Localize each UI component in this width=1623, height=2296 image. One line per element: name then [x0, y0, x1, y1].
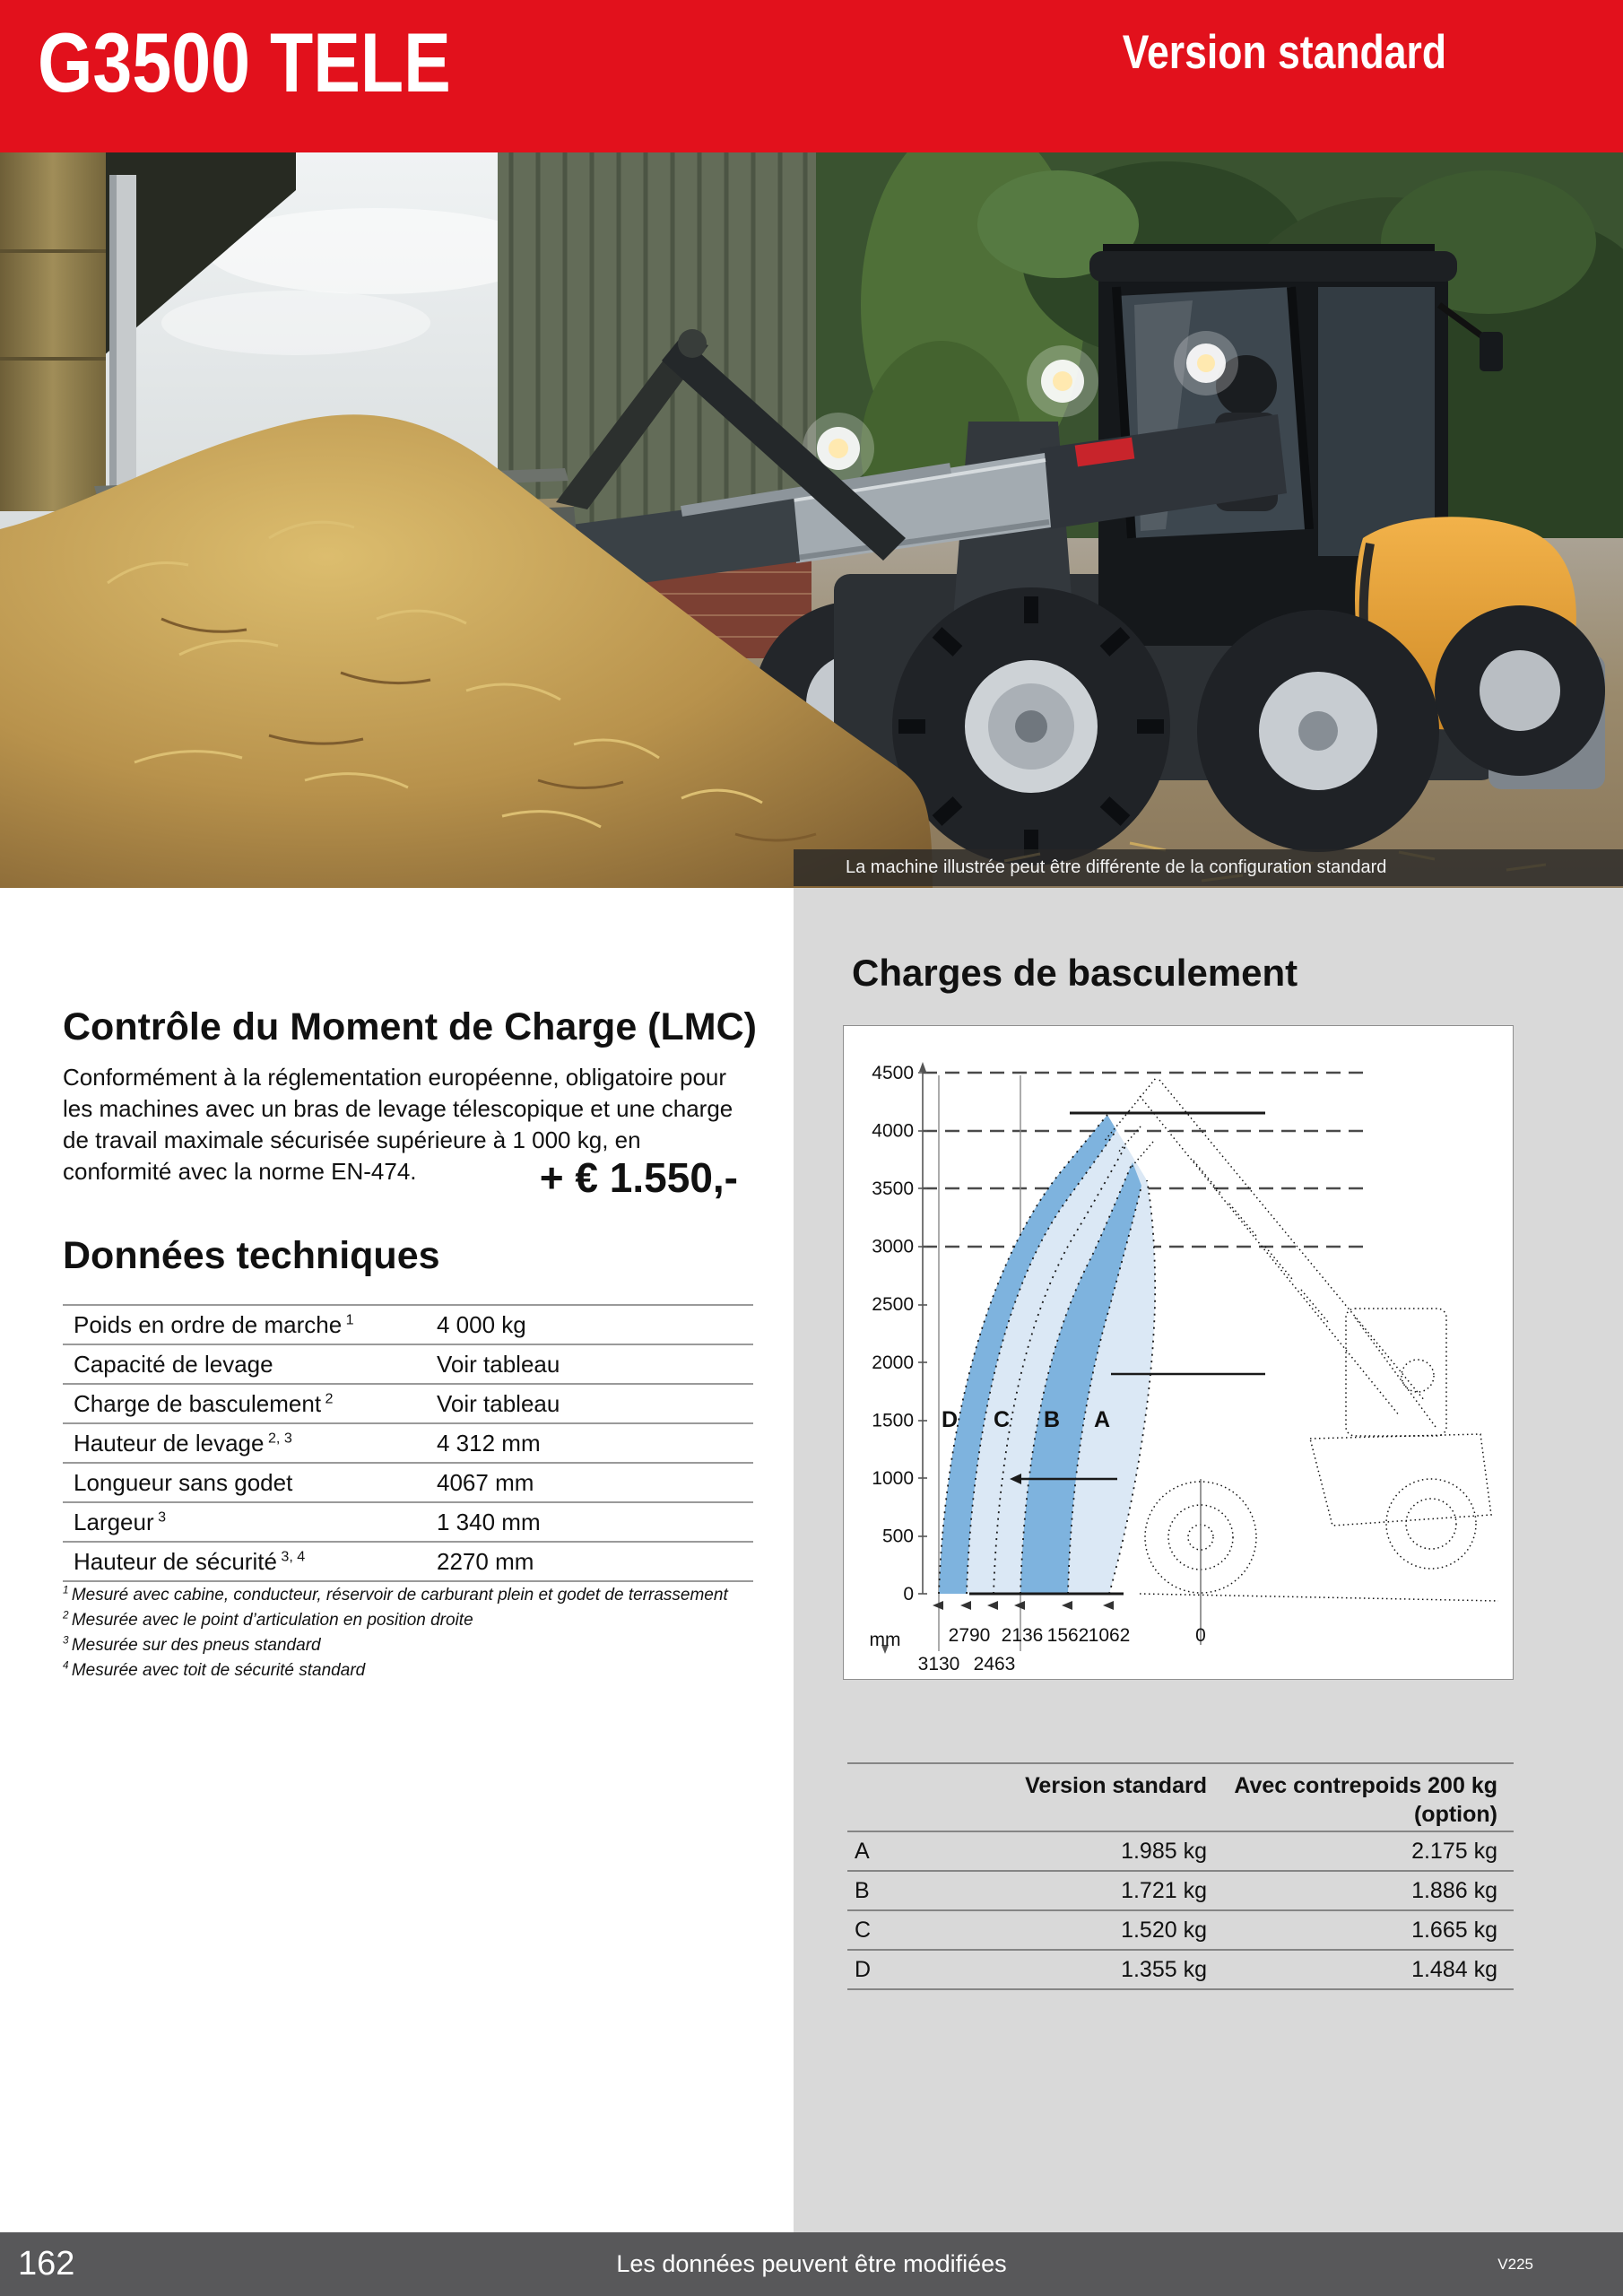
chart-label: 3500: [872, 1178, 914, 1200]
chart-label: 2790: [948, 1625, 991, 1646]
page-title: G3500 TELE: [38, 15, 451, 109]
chart-label: 1000: [872, 1467, 914, 1489]
tech-row: [63, 1541, 753, 1582]
tech-value: 4 000 kg: [437, 1311, 526, 1338]
silo: [0, 152, 136, 511]
footnote: $^2$ Mesurée avec le point d’articulation en position droite: [63, 1609, 473, 1630]
page-footer: [0, 2232, 1623, 2296]
chart-label: 2500: [872, 1294, 914, 1316]
tech-value: 4067 mm: [437, 1469, 534, 1496]
chart-label: 2000: [872, 1352, 914, 1373]
tipping-load-diagram: [843, 1025, 1514, 1680]
chart-label: mm: [869, 1630, 901, 1650]
tech-value: Voir tableau: [437, 1351, 560, 1378]
tech-label: Poids en ordre de marche $^1$: [74, 1311, 354, 1338]
chart-label: 2136: [1001, 1625, 1044, 1646]
wheel-front-left: [892, 587, 1170, 865]
footnote: $^4$ Mesurée avec toit de sécurité standard: [63, 1659, 366, 1680]
tech-table: [63, 1304, 753, 1582]
footer-version: V225: [1497, 2256, 1533, 2273]
tech-value: 1 340 mm: [437, 1509, 541, 1535]
machine-sketch: [1104, 1078, 1498, 1601]
chart-label: A: [1093, 1407, 1111, 1432]
chart-label: 1062: [1088, 1625, 1131, 1646]
page-header: [0, 0, 1623, 152]
load-envelope: [939, 1115, 1155, 1594]
standard-load: 1.721 kg: [1121, 1878, 1207, 1903]
tipping-heading: Charges de basculement: [852, 952, 1298, 994]
standard-load: 1.355 kg: [1121, 1957, 1207, 1982]
zone-label: D: [855, 1957, 872, 1982]
photo-caption: La machine illustrée peut être différente de la configuration standard: [794, 849, 1623, 886]
chart-label: B: [1043, 1407, 1061, 1432]
lmc-price: + € 1.550,-: [539, 1154, 738, 1201]
counterweight-load: 1.484 kg: [1411, 1957, 1497, 1982]
footer-note: Les données peuvent être modifiées: [616, 2250, 1007, 2277]
version-badge: Version standard: [1122, 26, 1446, 79]
footnote: $^1$ Mesuré avec cabine, conducteur, réservoir de carburant plein et godet de terrassement: [63, 1584, 728, 1605]
tech-label: Hauteur de levage $^{2, 3}$: [74, 1430, 292, 1457]
col-counterweight: Avec contrepoids 200 kg: [1234, 1773, 1497, 1798]
tech-label: Largeur $^3$: [74, 1509, 167, 1535]
chart-label: 0: [903, 1584, 914, 1605]
tech-row: [63, 1383, 753, 1422]
tipping-row: [847, 1870, 1514, 1909]
counterweight-load: 1.886 kg: [1411, 1878, 1497, 1903]
tech-row: [63, 1344, 753, 1383]
tech-value: 2270 mm: [437, 1548, 534, 1575]
col-version-standard: Version standard: [1025, 1773, 1207, 1798]
mirror: [1480, 332, 1503, 371]
standard-load: 1.985 kg: [1121, 1839, 1207, 1864]
tech-row: [63, 1501, 753, 1541]
lmc-heading: Contrôle du Moment de Charge (LMC): [63, 1005, 757, 1048]
zone-label: A: [855, 1839, 870, 1864]
tipping-row: [847, 1949, 1514, 1990]
chart-label: 1562: [1046, 1625, 1089, 1646]
tipping-row: [847, 1831, 1514, 1870]
chart-label: 500: [881, 1526, 914, 1547]
zone-label: C: [855, 1918, 872, 1943]
counterweight-load: 2.175 kg: [1411, 1839, 1497, 1864]
chart-label: 0: [1195, 1625, 1206, 1646]
chart-label: 4500: [872, 1063, 914, 1083]
chart-label: 2463: [973, 1654, 1016, 1674]
tech-row: [63, 1422, 753, 1462]
tech-footnotes: [63, 1583, 762, 1683]
tech-heading: Données techniques: [63, 1234, 440, 1277]
load-diagram-svg: [844, 1026, 1513, 1679]
tech-label: Longueur sans godet: [74, 1469, 293, 1496]
chart-label: 4000: [872, 1120, 914, 1142]
tech-value: Voir tableau: [437, 1390, 560, 1417]
machine-photo: [0, 152, 1623, 888]
tech-value: 4 312 mm: [437, 1430, 541, 1457]
col-counterweight-option: (option): [1413, 1802, 1497, 1827]
tipping-table-header: [847, 1762, 1514, 1831]
page-number: 162: [18, 2245, 75, 2283]
tech-label: Charge de basculement $^2$: [74, 1390, 334, 1417]
tipping-row: [847, 1909, 1514, 1949]
wheel-front-right: [1197, 610, 1439, 852]
chart-label: 1500: [872, 1410, 914, 1431]
tech-row: [63, 1462, 753, 1501]
tech-label: Hauteur de sécurité $^{3, 4}$: [74, 1548, 306, 1575]
x-ticks: [933, 1601, 1114, 1610]
chart-label: C: [993, 1407, 1011, 1432]
y-axis: [918, 1062, 927, 1594]
zone-label: B: [855, 1878, 870, 1903]
tech-row: [63, 1304, 753, 1344]
counterweight-load: 1.665 kg: [1411, 1918, 1497, 1943]
lmc-paragraph: Conformément à la réglementation européenne, obligatoire pour les machines avec un bras de levage télescopique et une charge de travail maximale sécurisée supérieure à 1 000 kg, en conformité avec la norme EN-474.: [63, 1064, 733, 1185]
machine-photo-illustration: [0, 152, 1623, 888]
chart-label: D: [941, 1407, 959, 1432]
chart-label: 3130: [917, 1654, 960, 1674]
chart-label: 3000: [872, 1236, 914, 1257]
tech-label: Capacité de levage: [74, 1351, 273, 1378]
tipping-table: [847, 1762, 1514, 1990]
standard-load: 1.520 kg: [1121, 1918, 1207, 1943]
footnote: $^3$ Mesurée sur des pneus standard: [63, 1634, 321, 1655]
